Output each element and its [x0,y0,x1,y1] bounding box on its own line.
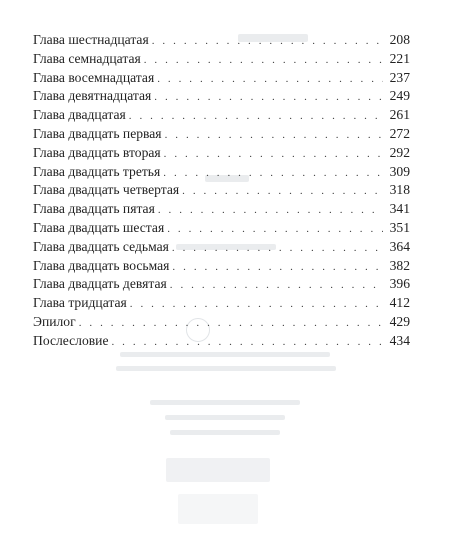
bleed-through-block [120,352,330,357]
toc-entry-page-number: 364 [389,238,410,254]
toc-entry-title: Глава двадцать первая [33,125,162,141]
toc-entry [33,181,410,200]
toc-entry-page-number: 429 [389,313,410,329]
toc-dot-leader [130,295,383,314]
toc-entry-title: Послесловие [33,332,109,348]
toc-dot-leader [167,220,383,239]
toc-entry-page-number: 396 [389,276,410,292]
toc-dot-leader [172,239,383,258]
toc-entry-page-number: 221 [389,50,410,66]
toc-entry-title: Глава двадцать девятая [33,276,167,292]
toc-entry [33,219,410,238]
toc-entry-title: Глава двадцать четвертая [33,182,180,198]
toc-entry-title: Глава двадцать седьмая [33,238,169,254]
toc-entry [33,332,410,351]
toc-dot-leader [129,107,383,126]
toc-entry-page-number: 292 [389,144,410,160]
toc-entry-page-number: 272 [389,125,410,141]
bleed-through-barcode [166,458,270,482]
toc-entry-title: Глава восемнадцатая [33,69,155,85]
toc-entry-page-number: 208 [389,32,410,47]
toc-entry [33,313,410,332]
toc-entry-title: Глава двадцать вторая [33,144,161,160]
toc-entry [33,50,410,69]
toc-entry [33,87,410,106]
toc-dot-leader [144,51,383,70]
toc-entry-page-number: 412 [389,295,410,311]
toc-entry-page-number: 434 [389,332,410,348]
bleed-through-block [178,494,258,524]
toc-entry [33,275,410,294]
toc-entry-page-number: 318 [389,182,410,198]
toc-entry [33,125,410,144]
toc-entry-title: Глава двадцатая [33,107,126,123]
toc-entry-page-number: 237 [389,69,410,85]
toc-entry-page-number: 249 [389,88,410,104]
toc-entry-title: Глава двадцать восьмая [33,257,170,273]
toc-entry [33,106,410,125]
bleed-through-block [116,366,336,371]
toc-entry-title: Глава девятнадцатая [33,88,152,104]
toc-entry-title: Глава двадцать пятая [33,201,155,217]
toc-dot-leader [152,32,383,51]
toc-entry-page-number: 351 [389,219,410,235]
toc-dot-leader [165,126,383,145]
toc-entry [33,144,410,163]
toc-entry-title: Глава семнадцатая [33,50,141,66]
toc-dot-leader [163,164,383,183]
toc-dot-leader [157,70,383,89]
toc-entry [33,69,410,88]
toc-dot-leader [182,182,383,201]
toc-entry [33,31,410,50]
toc-dot-leader [154,88,383,107]
toc-entry-page-number: 309 [389,163,410,179]
toc-entry [33,163,410,182]
toc-entry-title: Глава тридцатая [33,295,127,311]
toc-dot-leader [164,145,383,164]
toc-entry-page-number: 261 [389,107,410,123]
toc-entry-title: Глава двадцать третья [33,163,161,179]
toc-entry-title: Глава двадцать шестая [33,219,165,235]
toc-entry [33,200,410,219]
toc-entry [33,294,410,313]
toc-entry-title: Эпилог [33,313,76,329]
toc-entry-page-number: 382 [389,257,410,273]
toc-dot-leader [170,276,383,295]
bleed-through-block [170,430,280,435]
toc-entry-page-number: 341 [389,201,410,217]
table-of-contents [33,31,410,351]
toc-dot-leader [158,201,383,220]
toc-entry [33,257,410,276]
bleed-through-block [150,400,300,405]
toc-entry-title: Глава шестнадцатая [33,32,149,47]
toc-dot-leader [172,258,383,277]
toc-dot-leader [111,333,383,352]
bleed-through-block [165,415,285,420]
toc-dot-leader [79,314,383,333]
toc-entry [33,238,410,257]
